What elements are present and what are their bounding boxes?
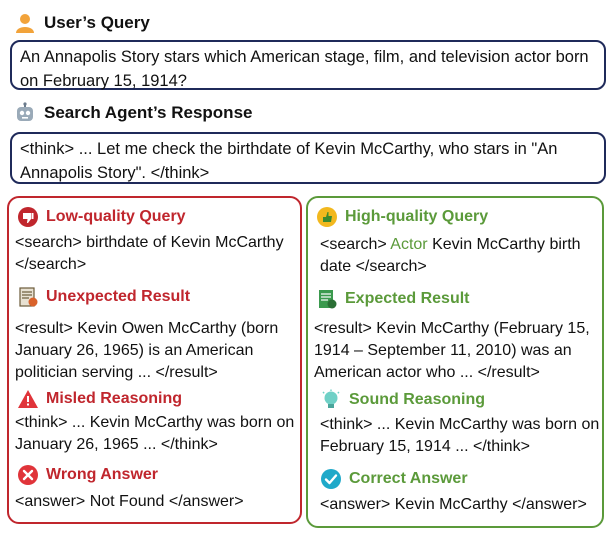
high-result-title: Expected Result — [345, 290, 470, 307]
low-answer-text: <answer> Not Found </answer> — [15, 493, 244, 510]
low-query-title: Low-quality Query — [46, 208, 186, 225]
user-query-box — [10, 40, 606, 90]
high-quality-panel — [306, 196, 604, 528]
agent-response-header — [14, 102, 252, 124]
low-query-header — [17, 206, 186, 228]
high-answer-text: <answer> Kevin McCarthy </answer> — [320, 496, 587, 513]
high-answer-header — [320, 468, 468, 490]
low-reason-text: <think> ... Kevin McCarthy was born on January 26, 1965 ... </think> — [15, 414, 295, 453]
high-query-post: Kevin McCarthy birth date </search> — [320, 236, 581, 275]
robot-icon — [14, 102, 36, 124]
thumbs-up-badge-icon — [316, 206, 338, 228]
agent-response-box — [10, 132, 606, 184]
high-result-header — [316, 288, 469, 310]
low-answer-header — [17, 464, 158, 486]
low-reason-title: Misled Reasoning — [46, 390, 183, 407]
high-result-text: <result> Kevin McCarthy (February 15, 1914 – September 11, 2010) was an American actor who ... </result> — [314, 320, 590, 381]
user-query-text: An Annapolis Story stars which American stage, film, and television actor born on February 15, 1914? — [20, 48, 589, 90]
high-reason-text: <think> ... Kevin McCarthy was born on February 15, 1914 ... </think> — [320, 416, 600, 455]
user-query-title: User’s Query — [44, 13, 150, 32]
thumbs-down-icon — [17, 206, 39, 228]
low-query-text: <search> birthdate of Kevin McCarthy </search> — [15, 234, 284, 273]
lightbulb-icon — [320, 389, 342, 411]
low-reason-header — [17, 388, 182, 410]
low-result-text: <result> Kevin Owen McCarthy (born January 26, 1965) is an American politician serving ... </result> — [15, 320, 279, 381]
high-answer-title: Correct Answer — [349, 470, 468, 487]
agent-response-title: Search Agent’s Response — [44, 103, 253, 122]
high-query-highlight: Actor — [390, 236, 428, 253]
high-query-pre: <search> — [320, 236, 391, 253]
high-reason-header — [320, 389, 485, 411]
document-warning-icon — [17, 286, 39, 308]
high-query-title: High-quality Query — [345, 208, 489, 225]
check-circle-icon — [320, 468, 342, 490]
low-answer-title: Wrong Answer — [46, 466, 159, 483]
low-result-header — [17, 286, 190, 308]
error-icon — [17, 464, 39, 486]
high-query-header — [316, 206, 488, 228]
high-reason-title: Sound Reasoning — [349, 391, 485, 408]
low-result-title: Unexpected Result — [46, 288, 191, 305]
user-query-header — [14, 12, 150, 34]
document-check-icon — [316, 288, 338, 310]
user-icon — [14, 12, 36, 34]
high-query-text — [320, 234, 590, 278]
low-quality-panel — [7, 196, 302, 524]
warning-icon — [17, 388, 39, 410]
agent-response-text: <think> ... Let me check the birthdate of Kevin McCarthy, who stars in "An Annapolis Story". </think> — [20, 140, 558, 182]
